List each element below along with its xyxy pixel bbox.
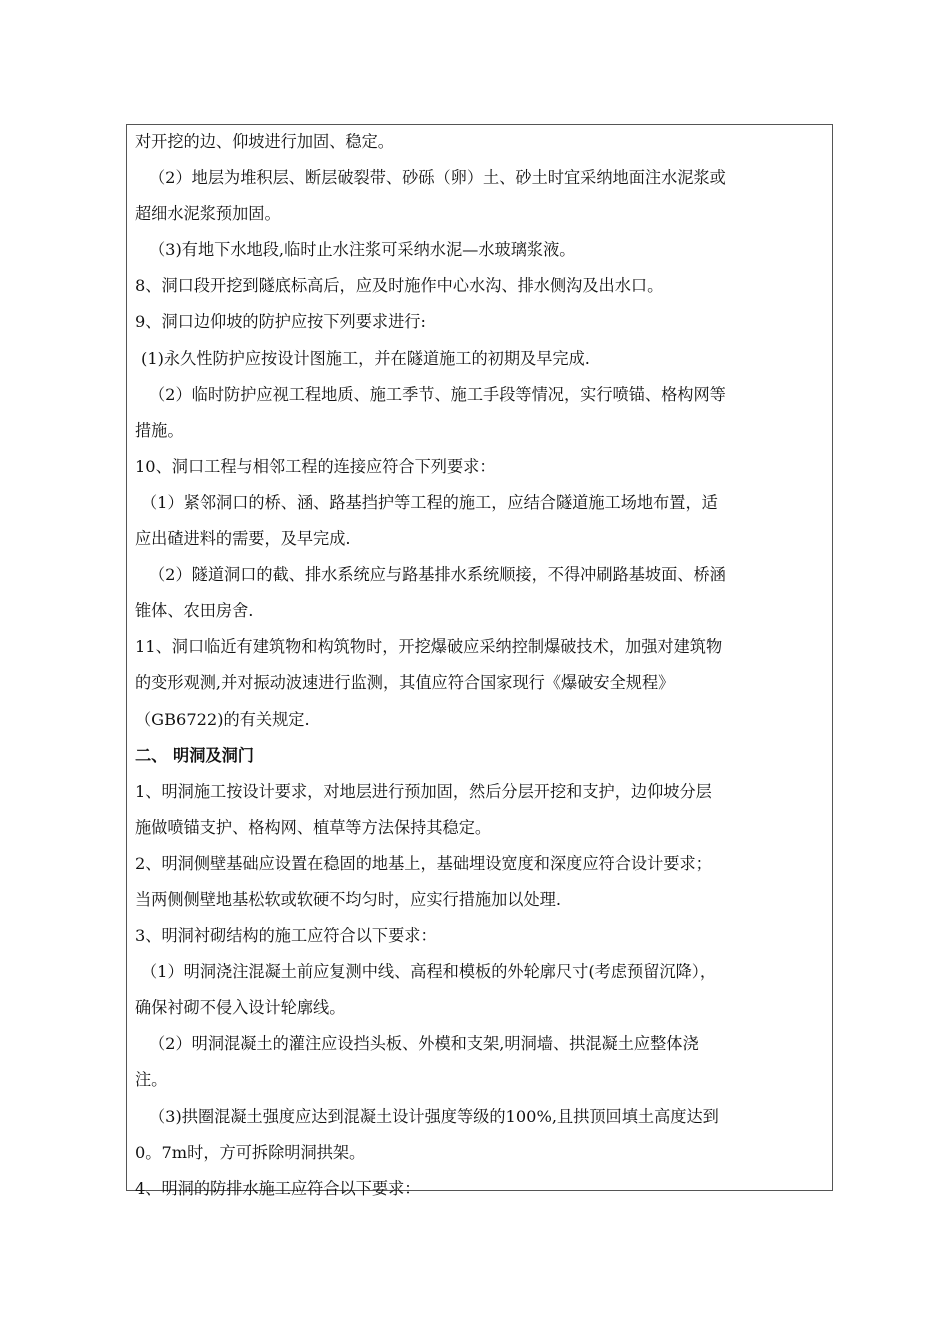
text-line: 10、洞口工程与相邻工程的连接应符合下列要求： xyxy=(135,456,496,476)
text-line: （2）隧道洞口的截、排水系统应与路基排水系统顺接，不得冲刷路基坡面、桥涵 xyxy=(149,565,726,585)
document-body xyxy=(135,124,829,1207)
text-line: 确保衬砌不侵入设计轮廓线。 xyxy=(135,998,346,1018)
text-line: 4、明洞的防排水施工应符合以下要求： xyxy=(135,1178,421,1198)
text-line: 锥体、农田房舍. xyxy=(135,601,254,621)
text-line: （2）明洞混凝土的灌注应设挡头板、外模和支架,明洞墙、拱混凝土应整体浇 xyxy=(149,1034,699,1054)
text-line: 8、洞口段开挖到隧底标高后，应及时施作中心水沟、排水侧沟及出水口。 xyxy=(135,276,664,296)
text-line: 9、洞口边仰坡的防护应按下列要求进行: xyxy=(135,312,426,332)
text-line: 应出碴进料的需要，及早完成. xyxy=(135,529,351,549)
text-line: （2）临时防护应视工程地质、施工季节、施工手段等情况，实行喷锚、格构网等 xyxy=(149,384,726,404)
text-line: 措施。 xyxy=(135,420,184,440)
text-line: 注。 xyxy=(135,1070,168,1090)
text-line: 施做喷锚支护、格构网、植草等方法保持其稳定。 xyxy=(135,817,492,837)
text-line: 11、洞口临近有建筑物和构筑物时，开挖爆破应采纳控制爆破技术，加强对建筑物 xyxy=(135,637,723,657)
text-line: （1）明洞浇注混凝土前应复测中线、高程和模板的外轮廓尺寸(考虑预留沉降）， xyxy=(141,962,717,982)
text-line: 1、明洞施工按设计要求，对地层进行预加固，然后分层开挖和支护，边仰坡分层 xyxy=(135,781,712,801)
section-heading: 二、 明洞及洞门 xyxy=(135,745,254,765)
text-line: 对开挖的边、仰坡进行加固、稳定。 xyxy=(135,132,394,151)
text-line: 超细水泥浆预加固。 xyxy=(135,204,281,224)
text-line: （1）紧邻洞口的桥、涵、路基挡护等工程的施工，应结合隧道施工场地布置，适 xyxy=(141,492,718,512)
text-line: （2）地层为堆积层、断层破裂带、砂砾（卵）土、砂土时宜采纳地面注水泥浆或 xyxy=(149,168,726,188)
text-line: 3、明洞衬砌结构的施工应符合以下要求： xyxy=(135,926,437,946)
text-line: 当两侧侧壁地基松软或软硬不均匀时，应实行措施加以处理. xyxy=(135,889,562,909)
text-line: (1)永久性防护应按设计图施工，并在隧道施工的初期及早完成. xyxy=(141,348,590,368)
text-line: （GB6722)的有关规定. xyxy=(135,709,310,729)
text-line: （3)拱圈混凝土强度应达到混凝土设计强度等级的100%,且拱顶回填土高度达到 xyxy=(149,1106,719,1126)
text-line: 0。7m时，方可拆除明洞拱架。 xyxy=(135,1142,366,1162)
text-line: （3)有地下水地段,临时止水注浆可采纳水泥—水玻璃浆液。 xyxy=(149,240,576,260)
text-line: 2、明洞侧壁基础应设置在稳固的地基上，基础埋设宽度和深度应符合设计要求； xyxy=(135,853,712,873)
text-line: 的变形观测,并对振动波速进行监测，其值应符合国家现行《爆破安全规程》 xyxy=(135,673,675,693)
